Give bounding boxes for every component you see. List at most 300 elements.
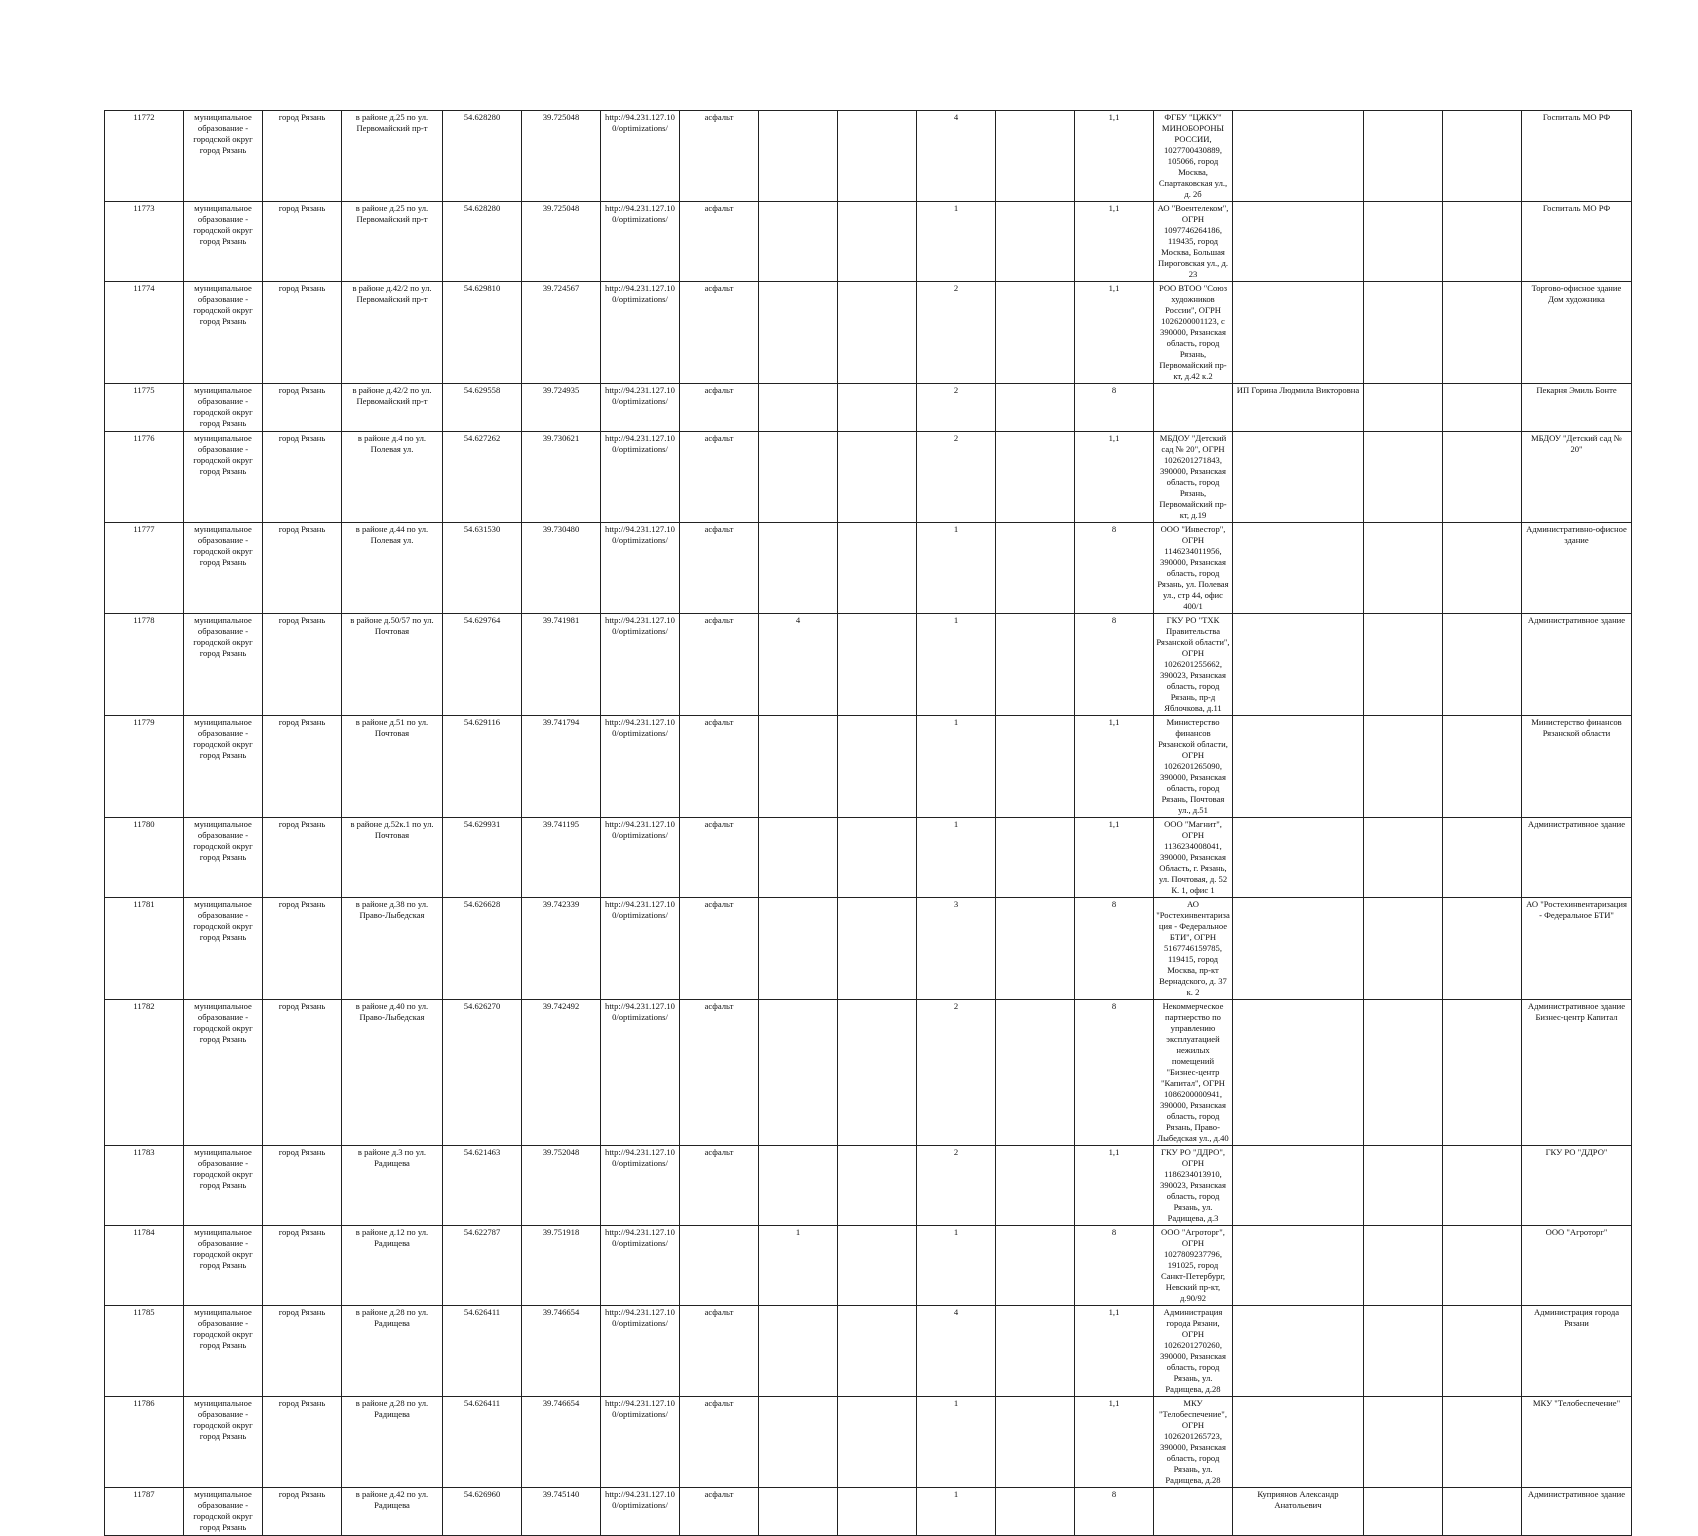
cell-col-10: [759, 202, 838, 282]
cell-source: МКУ "Телобеспечение": [1522, 1397, 1632, 1488]
cell-empty: [1443, 282, 1522, 384]
cell-col-11: [838, 614, 917, 716]
cell-url: http://94.231.127.10 0/optimizations/: [601, 1488, 680, 1536]
cell-address: в районе д.4 по ул. Полевая ул.: [342, 432, 443, 523]
cell-owner-person: Куприянов Александр Анатольевич: [1233, 1488, 1364, 1536]
cell-longitude: 39.742339: [522, 898, 601, 1000]
cell-source: Административно-офисное здание: [1522, 523, 1632, 614]
cell-owner-organization: [1154, 1488, 1233, 1536]
cell-empty: [1443, 716, 1522, 818]
cell-source: Административное здание Бизнес-центр Капитал: [1522, 1000, 1632, 1146]
cell-col-13: [996, 1000, 1075, 1146]
cell-col-12: 1: [917, 716, 996, 818]
cell-surface: асфальт: [680, 818, 759, 898]
cell-city: город Рязань: [263, 818, 342, 898]
cell-city: город Рязань: [263, 1397, 342, 1488]
cell-col-17: [1364, 1226, 1443, 1306]
table-row: [105, 818, 1632, 898]
cell-col-14: 1,1: [1075, 202, 1154, 282]
cell-owner-organization: Некоммерческое партнерство по управлению эксплуатацией нежилых помещений "Бизнес-центр "Капитал", ОГРН 1086200000941, 390000, Рязанская область, город Рязань, Право-Лыбедская ул., д.40: [1154, 1000, 1233, 1146]
cell-owner-organization: ООО "Магнит", ОГРН 1136234008041, 390000, Рязанская Область, г. Рязань, ул. Почтовая, д. 52 К. 1, офис 1: [1154, 818, 1233, 898]
cell-address: в районе д.50/57 по ул. Почтовая: [342, 614, 443, 716]
cell-empty: [1443, 432, 1522, 523]
cell-owner-organization: ООО "Инвестор", ОГРН 1146234011956, 390000, Рязанская область, город Рязань, ул. Полевая ул., стр 44, офис 400/1: [1154, 523, 1233, 614]
cell-empty: [1443, 111, 1522, 202]
cell-col-14: 8: [1075, 384, 1154, 432]
cell-col-11: [838, 523, 917, 614]
table-row: [105, 716, 1632, 818]
cell-municipality: муниципальное образование - городской округ город Рязань: [184, 384, 263, 432]
cell-url: http://94.231.127.10 0/optimizations/: [601, 282, 680, 384]
cell-city: город Рязань: [263, 1306, 342, 1397]
cell-surface: асфальт: [680, 1488, 759, 1536]
cell-col-14: 1,1: [1075, 111, 1154, 202]
cell-municipality: муниципальное образование - городской округ город Рязань: [184, 1226, 263, 1306]
cell-id: 11779: [105, 716, 184, 818]
cell-col-17: [1364, 1488, 1443, 1536]
cell-empty: [1443, 1306, 1522, 1397]
cell-id: 11785: [105, 1306, 184, 1397]
cell-latitude: 54.631530: [443, 523, 522, 614]
cell-latitude: 54.628280: [443, 111, 522, 202]
cell-address: в районе д.52к.1 по ул. Почтовая: [342, 818, 443, 898]
cell-col-17: [1364, 614, 1443, 716]
cell-owner-person: [1233, 202, 1364, 282]
cell-empty: [1443, 614, 1522, 716]
cell-latitude: 54.629558: [443, 384, 522, 432]
table-row: [105, 432, 1632, 523]
cell-col-13: [996, 614, 1075, 716]
cell-surface: асфальт: [680, 384, 759, 432]
cell-col-10: 1: [759, 1226, 838, 1306]
cell-city: город Рязань: [263, 282, 342, 384]
cell-municipality: муниципальное образование - городской округ город Рязань: [184, 111, 263, 202]
cell-city: город Рязань: [263, 1146, 342, 1226]
cell-col-13: [996, 1226, 1075, 1306]
cell-col-17: [1364, 111, 1443, 202]
cell-city: город Рязань: [263, 614, 342, 716]
cell-col-10: [759, 111, 838, 202]
cell-col-10: [759, 898, 838, 1000]
cell-municipality: муниципальное образование - городской округ город Рязань: [184, 1000, 263, 1146]
cell-latitude: 54.628280: [443, 202, 522, 282]
cell-latitude: 54.629810: [443, 282, 522, 384]
cell-longitude: 39.742492: [522, 1000, 601, 1146]
cell-col-13: [996, 1306, 1075, 1397]
cell-address: в районе д.42 по ул. Радищева: [342, 1488, 443, 1536]
cell-longitude: 39.745140: [522, 1488, 601, 1536]
cell-col-14: 1,1: [1075, 1306, 1154, 1397]
cell-url: http://94.231.127.10 0/optimizations/: [601, 1397, 680, 1488]
cell-col-10: [759, 432, 838, 523]
cell-id: 11774: [105, 282, 184, 384]
cell-surface: асфальт: [680, 1306, 759, 1397]
cell-latitude: 54.629116: [443, 716, 522, 818]
cell-owner-person: [1233, 1306, 1364, 1397]
cell-col-17: [1364, 898, 1443, 1000]
cell-col-12: 1: [917, 1397, 996, 1488]
cell-col-10: [759, 1397, 838, 1488]
cell-col-14: 1,1: [1075, 432, 1154, 523]
cell-city: город Рязань: [263, 202, 342, 282]
cell-col-14: 1,1: [1075, 282, 1154, 384]
table-row: [105, 1146, 1632, 1226]
cell-url: http://94.231.127.10 0/optimizations/: [601, 384, 680, 432]
cell-col-14: 8: [1075, 1226, 1154, 1306]
cell-latitude: 54.626270: [443, 1000, 522, 1146]
table-row: [105, 1000, 1632, 1146]
cell-owner-person: ИП Горина Людмила Викторовна: [1233, 384, 1364, 432]
cell-col-10: [759, 1000, 838, 1146]
cell-surface: асфальт: [680, 202, 759, 282]
cell-source: Госпиталь МО РФ: [1522, 202, 1632, 282]
cell-longitude: 39.724567: [522, 282, 601, 384]
cell-col-17: [1364, 523, 1443, 614]
cell-source: Административное здание: [1522, 1488, 1632, 1536]
cell-surface: [680, 1226, 759, 1306]
cell-source: Администрация города Рязани: [1522, 1306, 1632, 1397]
cell-owner-organization: АО "Ростехинвентаризация - Федеральное БТИ", ОГРН 5167746159785, 119415, город Москва, пр-кт Вернадского, д. 37 к. 2: [1154, 898, 1233, 1000]
cell-latitude: 54.626628: [443, 898, 522, 1000]
cell-owner-person: [1233, 111, 1364, 202]
cell-url: http://94.231.127.10 0/optimizations/: [601, 716, 680, 818]
cell-url: http://94.231.127.10 0/optimizations/: [601, 1146, 680, 1226]
cell-owner-person: [1233, 898, 1364, 1000]
cell-col-12: 1: [917, 1226, 996, 1306]
table-body: [105, 111, 1632, 1536]
cell-city: город Рязань: [263, 716, 342, 818]
cell-municipality: муниципальное образование - городской округ город Рязань: [184, 716, 263, 818]
cell-url: http://94.231.127.10 0/optimizations/: [601, 202, 680, 282]
cell-longitude: 39.741195: [522, 818, 601, 898]
cell-url: http://94.231.127.10 0/optimizations/: [601, 111, 680, 202]
cell-city: город Рязань: [263, 432, 342, 523]
cell-id: 11773: [105, 202, 184, 282]
cell-col-12: 2: [917, 1000, 996, 1146]
cell-surface: асфальт: [680, 1146, 759, 1226]
cell-col-13: [996, 384, 1075, 432]
cell-col-10: [759, 523, 838, 614]
cell-municipality: муниципальное образование - городской округ город Рязань: [184, 282, 263, 384]
cell-longitude: 39.724935: [522, 384, 601, 432]
cell-col-12: 4: [917, 1306, 996, 1397]
cell-id: 11783: [105, 1146, 184, 1226]
cell-col-17: [1364, 716, 1443, 818]
cell-address: в районе д.44 по ул. Полевая ул.: [342, 523, 443, 614]
cell-surface: асфальт: [680, 716, 759, 818]
cell-col-13: [996, 1488, 1075, 1536]
cell-owner-organization: ГКУ РО "ДДРО", ОГРН 1186234013910, 390023, Рязанская область, город Рязань, ул. Радищева, д.3: [1154, 1146, 1233, 1226]
cell-source: АО "Ростехинвентаризация - Федеральное БТИ": [1522, 898, 1632, 1000]
cell-col-12: 2: [917, 432, 996, 523]
cell-id: 11780: [105, 818, 184, 898]
cell-municipality: муниципальное образование - городской округ город Рязань: [184, 818, 263, 898]
cell-owner-person: [1233, 614, 1364, 716]
cell-id: 11782: [105, 1000, 184, 1146]
cell-address: в районе д.25 по ул. Первомайский пр-т: [342, 111, 443, 202]
cell-id: 11775: [105, 384, 184, 432]
cell-col-11: [838, 432, 917, 523]
cell-col-10: [759, 1146, 838, 1226]
cell-longitude: 39.725048: [522, 202, 601, 282]
cell-owner-person: [1233, 716, 1364, 818]
cell-col-17: [1364, 432, 1443, 523]
cell-owner-person: [1233, 818, 1364, 898]
cell-col-17: [1364, 282, 1443, 384]
cell-city: город Рязань: [263, 523, 342, 614]
cell-id: 11784: [105, 1226, 184, 1306]
cell-latitude: 54.626411: [443, 1397, 522, 1488]
cell-surface: асфальт: [680, 614, 759, 716]
cell-col-17: [1364, 1000, 1443, 1146]
cell-empty: [1443, 384, 1522, 432]
cell-source: Торгово-офисное здание Дом художника: [1522, 282, 1632, 384]
cell-url: http://94.231.127.10 0/optimizations/: [601, 898, 680, 1000]
table-row: [105, 384, 1632, 432]
cell-col-13: [996, 1397, 1075, 1488]
cell-col-13: [996, 898, 1075, 1000]
cell-col-13: [996, 432, 1075, 523]
registry-table: [104, 110, 1632, 1536]
cell-col-14: 8: [1075, 1488, 1154, 1536]
cell-col-14: 8: [1075, 1000, 1154, 1146]
cell-col-12: 1: [917, 818, 996, 898]
cell-url: http://94.231.127.10 0/optimizations/: [601, 1000, 680, 1146]
cell-longitude: 39.730480: [522, 523, 601, 614]
cell-source: МБДОУ "Детский сад № 20": [1522, 432, 1632, 523]
cell-address: в районе д.51 по ул. Почтовая: [342, 716, 443, 818]
cell-address: в районе д.38 по ул. Право-Лыбедская: [342, 898, 443, 1000]
cell-col-17: [1364, 384, 1443, 432]
cell-owner-organization: ООО "Агроторг", ОГРН 1027809237796, 191025, город Санкт-Петербург, Невский пр-кт, д.90/92: [1154, 1226, 1233, 1306]
cell-owner-organization: РОО ВТОО "Союз художников России", ОГРН 1026200001123, с 390000, Рязанская область, город Рязань, Первомайский пр-кт, д.42 к.2: [1154, 282, 1233, 384]
cell-col-17: [1364, 1146, 1443, 1226]
cell-owner-organization: МБДОУ "Детский сад № 20", ОГРН 1026201271843, 390000, Рязанская область, город Рязань, Первомайский пр-кт, д.19: [1154, 432, 1233, 523]
table-row: [105, 1397, 1632, 1488]
cell-col-10: 4: [759, 614, 838, 716]
cell-owner-person: [1233, 1226, 1364, 1306]
cell-col-12: 1: [917, 1488, 996, 1536]
cell-latitude: 54.629931: [443, 818, 522, 898]
cell-address: в районе д.25 по ул. Первомайский пр-т: [342, 202, 443, 282]
cell-id: 11776: [105, 432, 184, 523]
cell-source: Госпиталь МО РФ: [1522, 111, 1632, 202]
cell-url: http://94.231.127.10 0/optimizations/: [601, 1306, 680, 1397]
cell-url: http://94.231.127.10 0/optimizations/: [601, 523, 680, 614]
cell-surface: асфальт: [680, 282, 759, 384]
cell-col-11: [838, 111, 917, 202]
cell-id: 11778: [105, 614, 184, 716]
cell-longitude: 39.725048: [522, 111, 601, 202]
cell-col-12: 2: [917, 384, 996, 432]
cell-col-17: [1364, 1306, 1443, 1397]
cell-latitude: 54.621463: [443, 1146, 522, 1226]
cell-longitude: 39.741794: [522, 716, 601, 818]
table-row: [105, 1306, 1632, 1397]
cell-col-13: [996, 523, 1075, 614]
cell-municipality: муниципальное образование - городской округ город Рязань: [184, 202, 263, 282]
cell-empty: [1443, 1397, 1522, 1488]
cell-col-12: 1: [917, 523, 996, 614]
cell-municipality: муниципальное образование - городской округ город Рязань: [184, 1306, 263, 1397]
cell-col-14: 1,1: [1075, 1146, 1154, 1226]
cell-surface: асфальт: [680, 898, 759, 1000]
cell-col-14: 8: [1075, 898, 1154, 1000]
cell-id: 11781: [105, 898, 184, 1000]
cell-empty: [1443, 898, 1522, 1000]
cell-col-10: [759, 818, 838, 898]
cell-id: 11786: [105, 1397, 184, 1488]
table-row: [105, 111, 1632, 202]
cell-url: http://94.231.127.10 0/optimizations/: [601, 1226, 680, 1306]
cell-col-11: [838, 1000, 917, 1146]
cell-id: 11772: [105, 111, 184, 202]
cell-col-13: [996, 202, 1075, 282]
cell-col-17: [1364, 1397, 1443, 1488]
table-row: [105, 898, 1632, 1000]
cell-empty: [1443, 1146, 1522, 1226]
cell-col-14: 1,1: [1075, 818, 1154, 898]
cell-source: Министерство финансов Рязанской области: [1522, 716, 1632, 818]
cell-longitude: 39.730621: [522, 432, 601, 523]
cell-municipality: муниципальное образование - городской округ город Рязань: [184, 614, 263, 716]
cell-surface: асфальт: [680, 1397, 759, 1488]
cell-empty: [1443, 1488, 1522, 1536]
cell-latitude: 54.626960: [443, 1488, 522, 1536]
cell-address: в районе д.12 по ул. Радищева: [342, 1226, 443, 1306]
cell-empty: [1443, 202, 1522, 282]
cell-longitude: 39.746654: [522, 1397, 601, 1488]
cell-col-10: [759, 1306, 838, 1397]
cell-city: город Рязань: [263, 384, 342, 432]
cell-col-11: [838, 1226, 917, 1306]
cell-url: http://94.231.127.10 0/optimizations/: [601, 614, 680, 716]
cell-col-14: 1,1: [1075, 1397, 1154, 1488]
cell-col-11: [838, 1488, 917, 1536]
cell-col-10: [759, 1488, 838, 1536]
cell-col-12: 1: [917, 202, 996, 282]
cell-owner-organization: АО "Воентелеком", ОГРН 1097746264186, 119435, город Москва, Большая Пироговская ул., д. 23: [1154, 202, 1233, 282]
cell-url: http://94.231.127.10 0/optimizations/: [601, 818, 680, 898]
cell-col-13: [996, 1146, 1075, 1226]
cell-col-12: 4: [917, 111, 996, 202]
cell-col-17: [1364, 818, 1443, 898]
cell-col-13: [996, 818, 1075, 898]
cell-city: город Рязань: [263, 111, 342, 202]
cell-longitude: 39.752048: [522, 1146, 601, 1226]
cell-empty: [1443, 1226, 1522, 1306]
cell-municipality: муниципальное образование - городской округ город Рязань: [184, 1397, 263, 1488]
cell-col-14: 8: [1075, 614, 1154, 716]
cell-col-12: 1: [917, 614, 996, 716]
cell-city: город Рязань: [263, 1488, 342, 1536]
cell-source: ООО "Агроторг": [1522, 1226, 1632, 1306]
cell-address: в районе д.42/2 по ул. Первомайский пр-т: [342, 384, 443, 432]
cell-surface: асфальт: [680, 1000, 759, 1146]
cell-municipality: муниципальное образование - городской округ город Рязань: [184, 1488, 263, 1536]
cell-col-12: 2: [917, 1146, 996, 1226]
cell-col-11: [838, 384, 917, 432]
table-row: [105, 614, 1632, 716]
table-row: [105, 1488, 1632, 1536]
cell-municipality: муниципальное образование - городской округ город Рязань: [184, 523, 263, 614]
cell-col-13: [996, 111, 1075, 202]
cell-address: в районе д.28 по ул. Радищева: [342, 1397, 443, 1488]
cell-owner-person: [1233, 432, 1364, 523]
cell-source: ГКУ РО "ДДРО": [1522, 1146, 1632, 1226]
cell-owner-organization: Администрация города Рязани, ОГРН 1026201270260, 390000, Рязанская область, город Рязань, ул. Радищева, д.28: [1154, 1306, 1233, 1397]
cell-owner-organization: ФГБУ "ЦЖКУ" МИНОБОРОНЫ РОССИИ, 1027700430889, 105066, город Москва, Спартаковская ул., д. 2б: [1154, 111, 1233, 202]
cell-surface: асфальт: [680, 111, 759, 202]
cell-owner-person: [1233, 523, 1364, 614]
cell-empty: [1443, 1000, 1522, 1146]
cell-city: город Рязань: [263, 1000, 342, 1146]
cell-address: в районе д.42/2 по ул. Первомайский пр-т: [342, 282, 443, 384]
cell-id: 11787: [105, 1488, 184, 1536]
table-row: [105, 282, 1632, 384]
cell-col-11: [838, 1397, 917, 1488]
cell-col-11: [838, 202, 917, 282]
cell-municipality: муниципальное образование - городской округ город Рязань: [184, 432, 263, 523]
cell-col-11: [838, 898, 917, 1000]
cell-owner-person: [1233, 1397, 1364, 1488]
cell-col-12: 3: [917, 898, 996, 1000]
cell-owner-organization: Министерство финансов Рязанской области, ОГРН 1026201265090, 390000, Рязанская область, город Рязань, Почтовая ул., д.51: [1154, 716, 1233, 818]
cell-city: город Рязань: [263, 1226, 342, 1306]
table-row: [105, 1226, 1632, 1306]
cell-city: город Рязань: [263, 898, 342, 1000]
cell-empty: [1443, 818, 1522, 898]
cell-col-11: [838, 1306, 917, 1397]
cell-latitude: 54.629764: [443, 614, 522, 716]
table-row: [105, 523, 1632, 614]
cell-col-13: [996, 282, 1075, 384]
cell-municipality: муниципальное образование - городской округ город Рязань: [184, 898, 263, 1000]
cell-col-10: [759, 384, 838, 432]
cell-surface: асфальт: [680, 432, 759, 523]
cell-col-17: [1364, 202, 1443, 282]
cell-address: в районе д.40 по ул. Право-Лыбедская: [342, 1000, 443, 1146]
cell-address: в районе д.3 по ул. Радищева: [342, 1146, 443, 1226]
cell-col-13: [996, 716, 1075, 818]
cell-latitude: 54.627262: [443, 432, 522, 523]
cell-longitude: 39.746654: [522, 1306, 601, 1397]
cell-source: Административное здание: [1522, 614, 1632, 716]
cell-col-10: [759, 282, 838, 384]
table-row: [105, 202, 1632, 282]
cell-empty: [1443, 523, 1522, 614]
cell-owner-organization: МКУ "Телобеспечение", ОГРН 1026201265723, 390000, Рязанская область, город Рязань, ул. Радищева, д.28: [1154, 1397, 1233, 1488]
cell-col-11: [838, 282, 917, 384]
cell-municipality: муниципальное образование - городской округ город Рязань: [184, 1146, 263, 1226]
cell-owner-person: [1233, 1146, 1364, 1226]
cell-latitude: 54.622787: [443, 1226, 522, 1306]
cell-owner-person: [1233, 282, 1364, 384]
cell-col-11: [838, 716, 917, 818]
cell-latitude: 54.626411: [443, 1306, 522, 1397]
cell-owner-person: [1233, 1000, 1364, 1146]
cell-col-14: 1,1: [1075, 716, 1154, 818]
cell-source: Административное здание: [1522, 818, 1632, 898]
cell-surface: асфальт: [680, 523, 759, 614]
cell-col-10: [759, 716, 838, 818]
cell-id: 11777: [105, 523, 184, 614]
cell-owner-organization: [1154, 384, 1233, 432]
cell-url: http://94.231.127.10 0/optimizations/: [601, 432, 680, 523]
cell-col-11: [838, 1146, 917, 1226]
cell-col-11: [838, 818, 917, 898]
cell-col-12: 2: [917, 282, 996, 384]
